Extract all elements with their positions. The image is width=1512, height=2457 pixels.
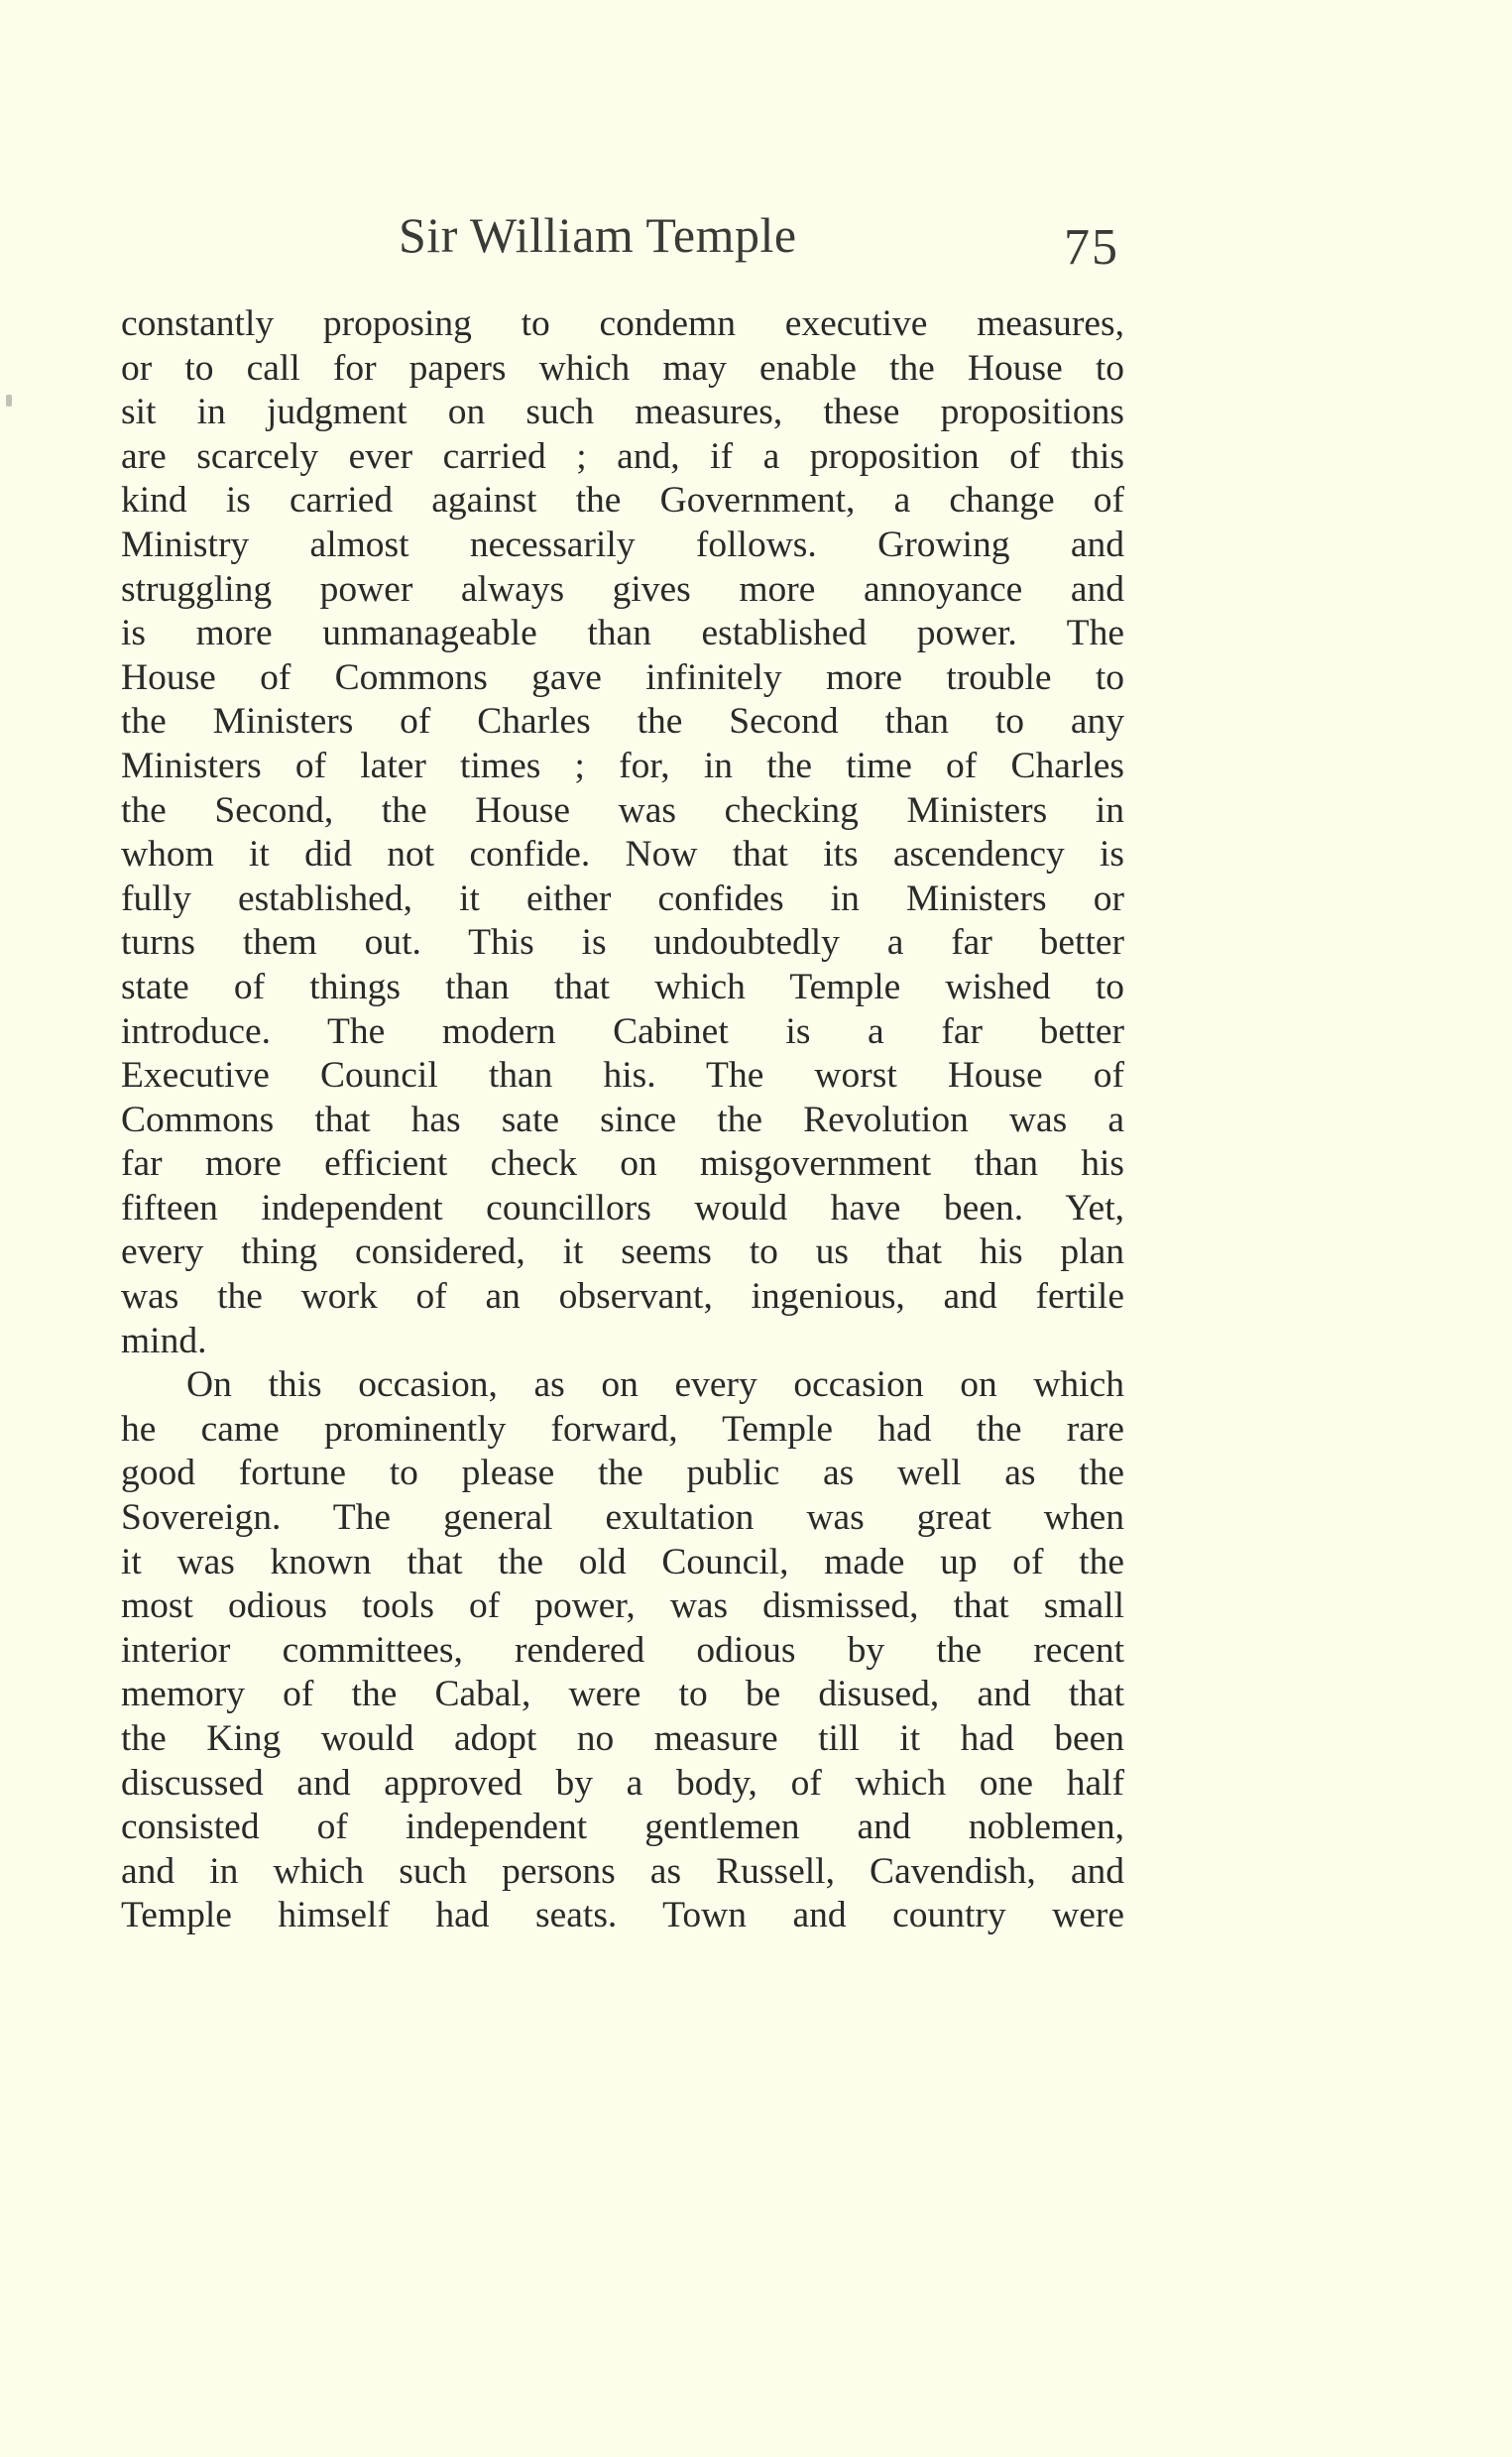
text-line: Temple himself had seats. Town and country were <box>121 1895 1124 1936</box>
text-line: and in which such persons as Russell, Cavendish, and <box>121 1850 1124 1892</box>
text-line: On this occasion, as on every occasion on which <box>186 1364 1124 1406</box>
text-line: Commons that has sate since the Revolution was a <box>121 1099 1124 1140</box>
text-line: was the work of an observant, ingenious, and fertile <box>121 1276 1124 1318</box>
text-line: Sovereign. The general exultation was great when <box>121 1497 1124 1539</box>
text-line: the Ministers of Charles the Second than to any <box>121 701 1124 743</box>
running-title: Sir William Temple <box>399 207 797 263</box>
text-line: it was known that the old Council, made up of the <box>121 1541 1124 1582</box>
text-line: fifteen independent councillors would have been. Yet, <box>121 1187 1124 1228</box>
text-line: fully established, it either confides in Ministers or <box>121 878 1124 919</box>
body-text <box>121 302 1124 1938</box>
text-line: constantly proposing to condemn executive measures, <box>121 303 1124 344</box>
text-line: are scarcely ever carried ; and, if a proposition of this <box>121 435 1124 477</box>
text-line: the Second, the House was checking Ministers in <box>121 789 1124 831</box>
text-line: discussed and approved by a body, of which one half <box>121 1762 1124 1804</box>
text-line: most odious tools of power, was dismissed, that small <box>121 1585 1124 1627</box>
text-line: he came prominently forward, Temple had the rare <box>121 1408 1124 1450</box>
text-line: Ministry almost necessarily follows. Growing and <box>121 524 1124 565</box>
text-line: good fortune to please the public as well as the <box>121 1453 1124 1494</box>
text-line: every thing considered, it seems to us that his plan <box>121 1231 1124 1273</box>
text-line: Ministers of later times ; for, in the time of Charles <box>121 745 1124 786</box>
text-line: introduce. The modern Cabinet is a far better <box>121 1010 1124 1052</box>
text-line: interior committees, rendered odious by the recent <box>121 1629 1124 1671</box>
text-line: or to call for papers which may enable the House to <box>121 347 1124 389</box>
text-line: House of Commons gave infinitely more trouble to <box>121 656 1124 698</box>
text-line: consisted of independent gentlemen and noblemen, <box>121 1807 1124 1848</box>
text-line: memory of the Cabal, were to be disused, and that <box>121 1674 1124 1715</box>
paragraph-2 <box>121 1363 1124 1938</box>
text-line: Executive Council than his. The worst House of <box>121 1055 1124 1097</box>
text-line: mind. <box>121 1320 207 1361</box>
page-number: 75 <box>1064 219 1119 276</box>
text-line: turns them out. This is undoubtedly a far better <box>121 922 1124 964</box>
text-line: state of things than that which Temple wished to <box>121 966 1124 1007</box>
text-line: far more efficient check on misgovernment than his <box>121 1143 1124 1185</box>
text-line: kind is carried against the Government, a change of <box>121 480 1124 522</box>
margin-speck <box>6 395 12 407</box>
text-line: is more unmanageable than established power. The <box>121 613 1124 654</box>
text-line: struggling power always gives more annoyance and <box>121 568 1124 610</box>
text-line: the King would adopt no measure till it had been <box>121 1718 1124 1759</box>
text-line: whom it did not confide. Now that its ascendency is <box>121 834 1124 876</box>
paragraph-1 <box>121 302 1124 1363</box>
text-line: sit in judgment on such measures, these propositions <box>121 392 1124 433</box>
